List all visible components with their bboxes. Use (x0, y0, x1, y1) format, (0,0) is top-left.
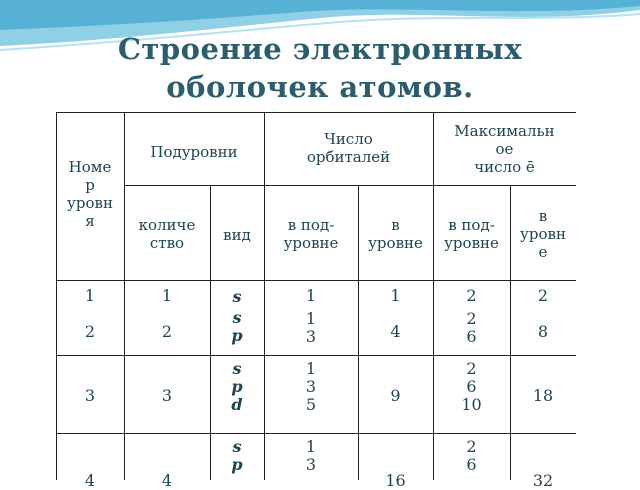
kind-letter: s (232, 437, 242, 456)
header-text: ство (149, 234, 185, 252)
header-count (124, 216, 210, 252)
row4-kind (210, 438, 264, 474)
header-text: е (538, 243, 548, 261)
header-text: в (391, 216, 400, 234)
value: 2 (466, 309, 477, 328)
table-line (56, 433, 576, 434)
header-orbitals (264, 130, 433, 166)
header-text: количе (138, 216, 196, 234)
row2-count: 2 (161, 322, 173, 341)
row2-orb-level: 4 (390, 322, 401, 341)
row1-level: 1 (84, 286, 96, 305)
kind-letter: p (231, 377, 243, 396)
row1-orb-level: 1 (390, 286, 401, 305)
header-text: в под- (287, 216, 335, 234)
row3-orb-level: 9 (390, 386, 401, 405)
value: 5 (305, 395, 317, 414)
row3-level: 3 (84, 386, 96, 405)
value: 1 (305, 437, 317, 456)
row1-max-level: 2 (537, 286, 549, 305)
table-line (124, 185, 576, 186)
value: 10 (461, 395, 482, 414)
header-sublevels: Подуровни (150, 143, 238, 161)
value: 1 (305, 359, 317, 378)
table-line (56, 355, 576, 356)
value: 2 (466, 359, 477, 378)
header-orb-sub (264, 216, 358, 252)
row2-orb-sub (264, 310, 358, 346)
kind-letter: p (231, 455, 243, 474)
header-text: в под- (448, 216, 495, 234)
row1-max-sub: 2 (466, 286, 477, 305)
row3-kind (210, 360, 264, 414)
header-text: Номе (68, 158, 112, 176)
title-line-1: Строение электронных (117, 32, 523, 66)
row4-orb-sub (264, 438, 358, 474)
row3-max-sub (433, 360, 510, 414)
table-line (56, 280, 576, 281)
kind-letter: p (231, 326, 243, 345)
header-text: число ē (474, 158, 535, 176)
row4-orb-level: 16 (385, 471, 406, 490)
header-max-electrons (433, 122, 576, 176)
header-text: уровн (520, 225, 566, 243)
row4-count: 4 (161, 471, 173, 490)
kind-letter: s (232, 308, 242, 327)
value: 3 (305, 327, 317, 346)
row1-count: 1 (161, 286, 173, 305)
row3-count: 3 (161, 386, 173, 405)
table-line (56, 112, 576, 113)
header-text: р (85, 176, 95, 194)
row2-kind (210, 309, 264, 345)
header-text: ое (495, 140, 514, 158)
value: 3 (305, 455, 317, 474)
row1-kind: s (232, 287, 242, 306)
row2-max-level: 8 (537, 322, 549, 341)
row4-max-level: 32 (532, 471, 554, 490)
value: 6 (466, 455, 477, 474)
row2-level: 2 (84, 322, 96, 341)
row4-level: 4 (84, 471, 96, 490)
header-text: в (538, 207, 548, 225)
title-line-2: оболочек атомов. (166, 70, 474, 104)
value: 6 (466, 327, 477, 346)
header-max-sub (433, 216, 510, 252)
header-text: уровне (444, 234, 499, 252)
value: 3 (305, 377, 317, 396)
row4-max-sub (433, 438, 510, 474)
header-text: уровне (283, 234, 339, 252)
header-text: я (85, 212, 95, 230)
value: 2 (466, 437, 477, 456)
kind-letter: s (232, 359, 242, 378)
row3-orb-sub (264, 360, 358, 414)
header-orb-level (358, 216, 433, 252)
header-text: орбиталей (306, 148, 391, 166)
value: 6 (466, 377, 477, 396)
row1-orb-sub: 1 (305, 286, 317, 305)
value: 1 (305, 309, 317, 328)
row2-max-sub (433, 310, 510, 346)
header-level (56, 158, 124, 230)
header-text: Максимальн (454, 122, 555, 140)
header-kind: вид (223, 226, 251, 244)
kind-letter: d (231, 395, 243, 414)
row3-max-level: 18 (532, 386, 554, 405)
header-text: уровн (67, 194, 113, 212)
header-text: уровне (368, 234, 423, 252)
header-max-level (510, 207, 576, 261)
header-text: Число (324, 130, 373, 148)
